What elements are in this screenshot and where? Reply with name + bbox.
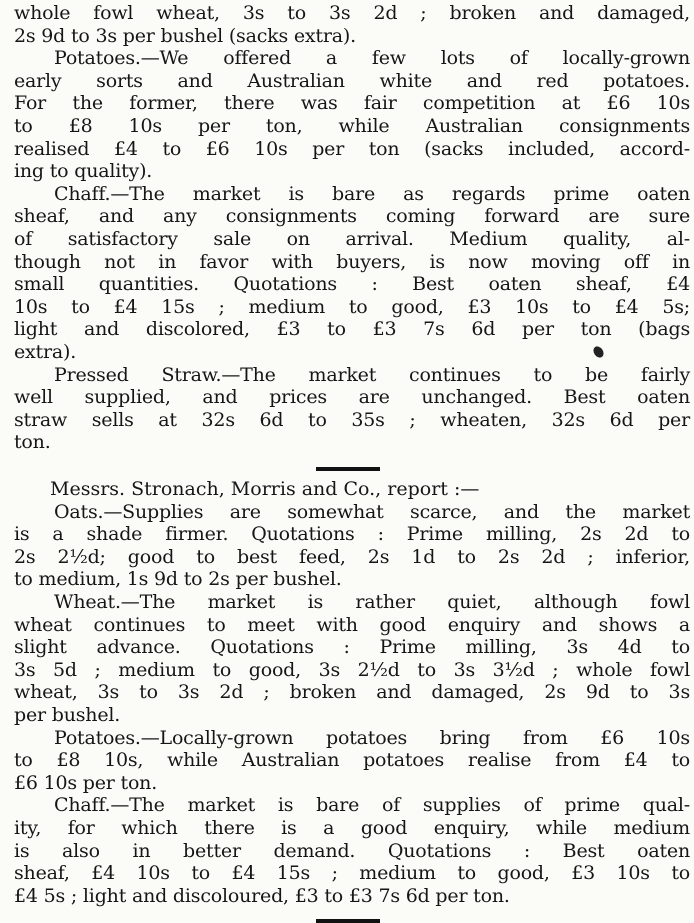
text-line: For the former, there was fair competition at £6 10s <box>14 92 690 115</box>
bottom-divider-rule <box>316 919 380 923</box>
text-line: light and discolored, £3 to £3 7s 6d per ton (bags <box>14 318 690 341</box>
text-line: is also in better demand. Quotations : Best oaten <box>14 839 690 862</box>
text-line: ton. <box>14 431 51 454</box>
text-line: Pressed Straw.—The market continues to be fairly <box>54 363 690 386</box>
text-line: early sorts and Australian white and red potatoes. <box>14 69 690 92</box>
text-line: Potatoes.—Locally-grown potatoes bring from £6 10s <box>54 726 690 749</box>
text-line: £6 10s per ton. <box>14 771 158 794</box>
text-line: extra). <box>14 340 77 363</box>
text-line: small quantities. Quotations : Best oaten sheaf, £4 <box>14 273 690 296</box>
text-line: straw sells at 32s 6d to 35s ; wheaten, 32s 6d per <box>14 408 690 431</box>
text-line: Chaff.—The market is bare as regards prime oaten <box>54 182 690 205</box>
paragraph-chaff <box>14 183 690 364</box>
text-line: Chaff.—The market is bare of supplies of prime qual- <box>54 794 690 817</box>
text-line: wheat continues to meet with good enquiry and shows a <box>14 613 690 636</box>
text-line: realised £4 to £6 10s per ton (sacks included, accord- <box>14 137 690 160</box>
paragraph-potatoes <box>14 47 690 183</box>
paragraph-chaff-two <box>14 794 690 907</box>
text-line: to medium, 1s 9d to 2s per bushel. <box>14 568 342 591</box>
text-line: 2s 2½d; good to best feed, 2s 1d to 2s 2d ; inferior, <box>14 545 690 568</box>
text-line: Potatoes.—We offered a few lots of locally-grown <box>54 47 690 70</box>
text-line: ing to quality). <box>14 160 153 183</box>
paragraph-potatoes-two <box>14 727 690 795</box>
report-heading: Messrs. Stronach, Morris and Co., report :— <box>50 478 480 500</box>
text-line: 10s to £4 15s ; medium to good, £3 10s to £4 5s; <box>14 295 690 318</box>
text-line: though not in favor with buyers, is now moving off in <box>14 250 690 273</box>
text-line: sheaf, and any consignments coming forward are sure <box>14 205 690 228</box>
text-line: 2s 9d to 3s per bushel (sacks extra). <box>14 24 356 47</box>
text-line: slight advance. Quotations : Prime milling, 3s 4d to <box>14 636 690 659</box>
text-line: sheaf, £4 10s to £4 15s ; medium to good, £3 10s to <box>14 862 690 885</box>
text-line: to £8 10s per ton, while Australian consignments <box>14 114 690 137</box>
text-line: Oats.—Supplies are somewhat scarce, and the market <box>54 500 690 523</box>
text-line: of satisfactory sale on arrival. Medium quality, al- <box>14 227 690 250</box>
text-line: wheat, 3s to 3s 2d ; broken and damaged, 2s 9d to 3s <box>14 681 690 704</box>
text-line: is a shade firmer. Quotations : Prime milling, 2s 2d to <box>14 523 690 546</box>
text-line: whole fowl wheat, 3s to 3s 2d ; broken and damaged, <box>14 2 690 24</box>
paragraph-wheat-continuation <box>14 2 690 47</box>
paragraph-oats <box>14 501 690 591</box>
text-line: well supplied, and prices are unchanged. Best oaten <box>14 386 690 409</box>
text-line: Wheat.—The market is rather quiet, although fowl <box>54 591 690 613</box>
text-line: per bushel. <box>14 703 121 726</box>
paragraph-wheat <box>14 591 690 727</box>
text-line: ity, for which there is a good enquiry, while medium <box>14 816 690 839</box>
section-divider-rule <box>316 467 380 471</box>
text-line: 3s 5d ; medium to good, 3s 2½d to 3s 3½d ; whole fowl <box>14 658 690 681</box>
text-line: £4 5s ; light and discoloured, £3 to £3 7s 6d per ton. <box>14 884 510 907</box>
text-line: to £8 10s, while Australian potatoes realise from £4 to <box>14 749 690 772</box>
paragraph-pressed-straw <box>14 364 690 454</box>
